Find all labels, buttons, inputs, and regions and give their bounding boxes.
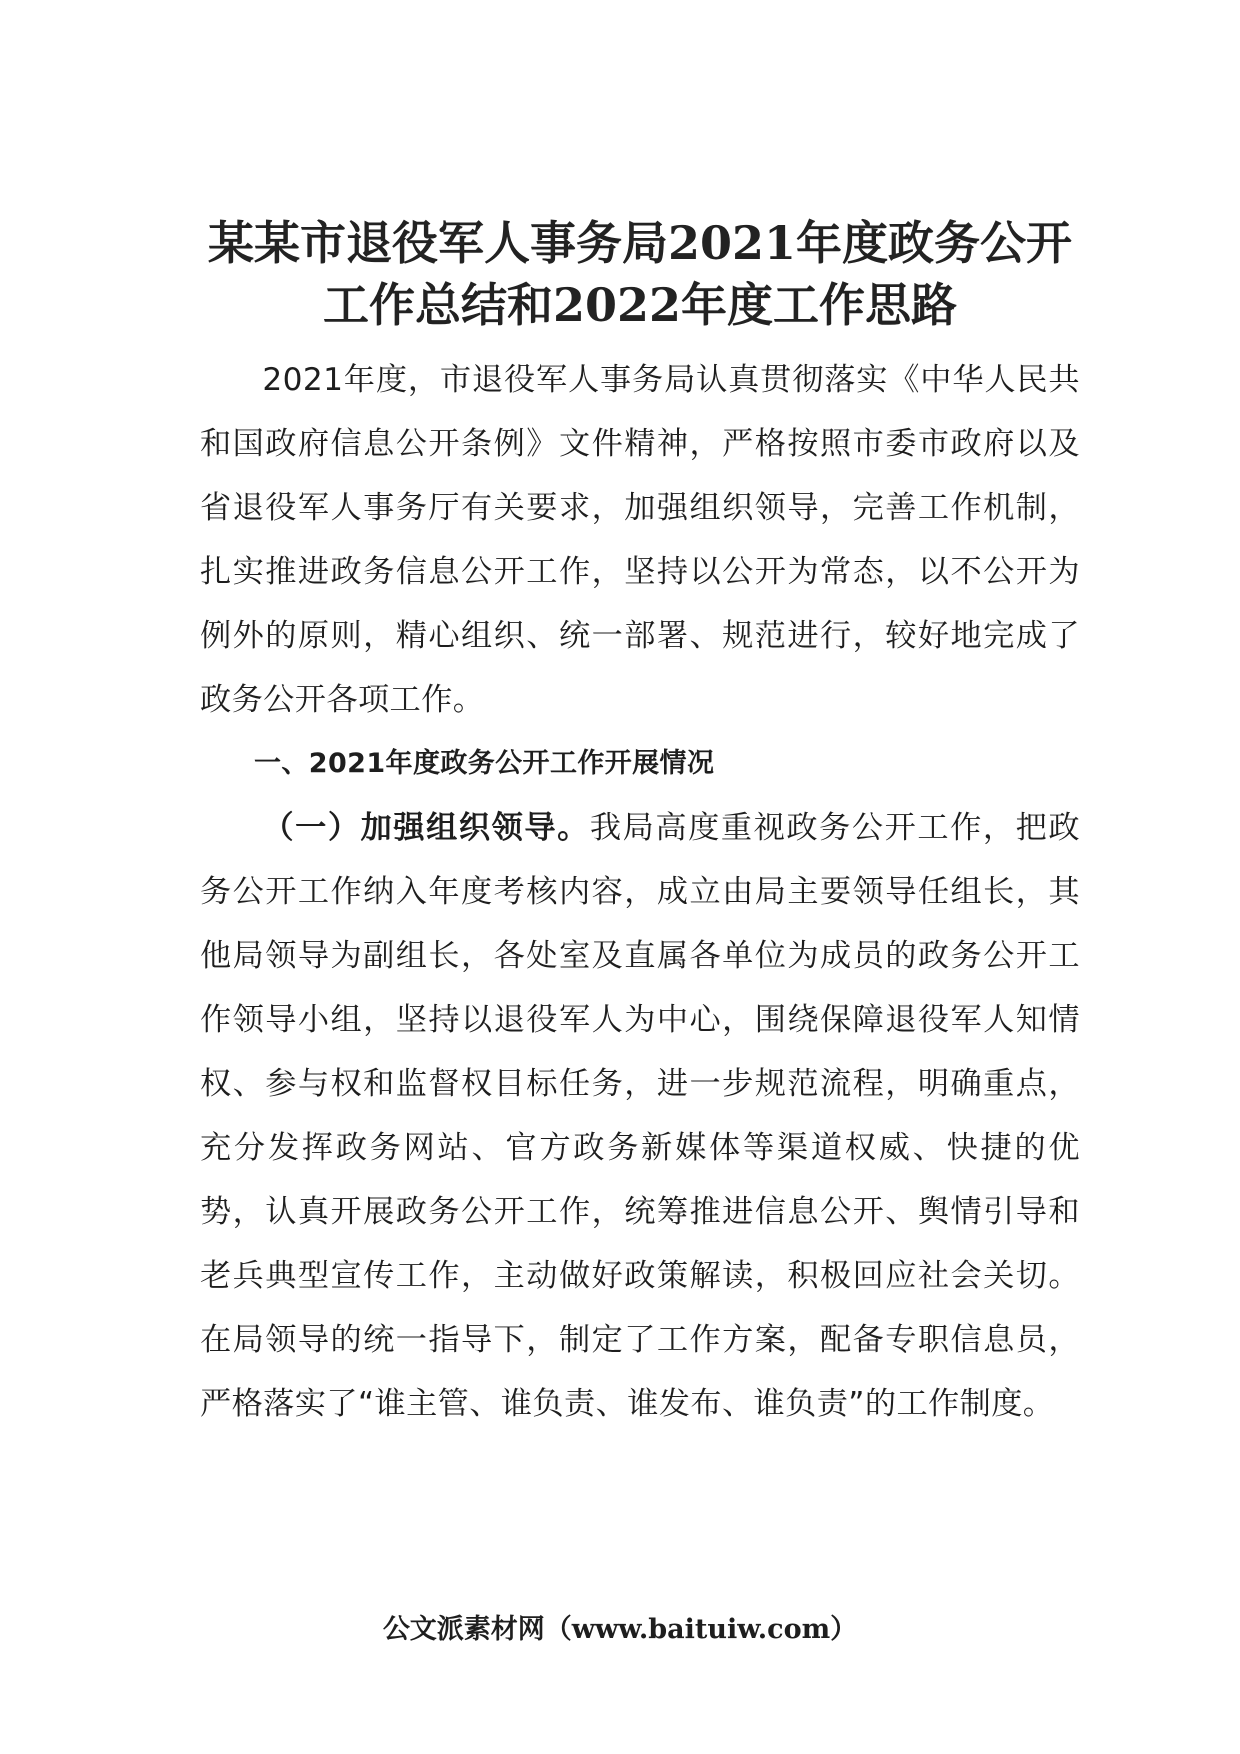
document-body [200, 348, 1080, 1436]
title-line-2: 工作总结和2022年度工作思路 [322, 278, 958, 332]
intro-paragraph: 2021年度，市退役军人事务局认真贯彻落实《中华人民共和国政府信息公开条例》文件精神，严格按照市委市政府以及省退役军人事务厅有关要求，加强组织领导，完善工作机制，扎实推进政务信息公开工作，坚持以公开为常态，以不公开为例外的原则，精心组织、统一部署、规范进行，较好地完成了政务公开各项工作。 [200, 362, 1080, 718]
section-1-sub-1-text: 我局高度重视政务公开工作，把政务公开工作纳入年度考核内容，成立由局主要领导任组长，其他局领导为副组长，各处室及直属各单位为成员的政务公开工作领导小组，坚持以退役军人为中心，围绕保障退役军人知情权、参与权和监督权目标任务，进一步规范流程，明确重点，充分发挥政务网站、官方政务新媒体等渠道权威、快捷的优势，认真开展政务公开工作，统筹推进信息公开、舆情引导和老兵典型宣传工作，主动做好政策解读，积极回应社会关切。在局领导的统一指导下，制定了工作方案，配备专职信息员，严格落实了“谁主管、谁负责、谁发布、谁负责”的工作制度。 [200, 810, 1080, 1422]
section-1-sub-1-lead: （一）加强组织领导。 [262, 810, 590, 846]
section-1-sub-1-paragraph [200, 796, 1080, 1436]
section-1-heading: 一、2021年度政务公开工作开展情况 [254, 748, 715, 779]
title-line-1: 某某市退役军人事务局2021年度政务公开 [207, 216, 1073, 270]
document-title [200, 212, 1080, 336]
page-footer-watermark: 公文派素材网（www.baituiw.com） [382, 1614, 858, 1645]
